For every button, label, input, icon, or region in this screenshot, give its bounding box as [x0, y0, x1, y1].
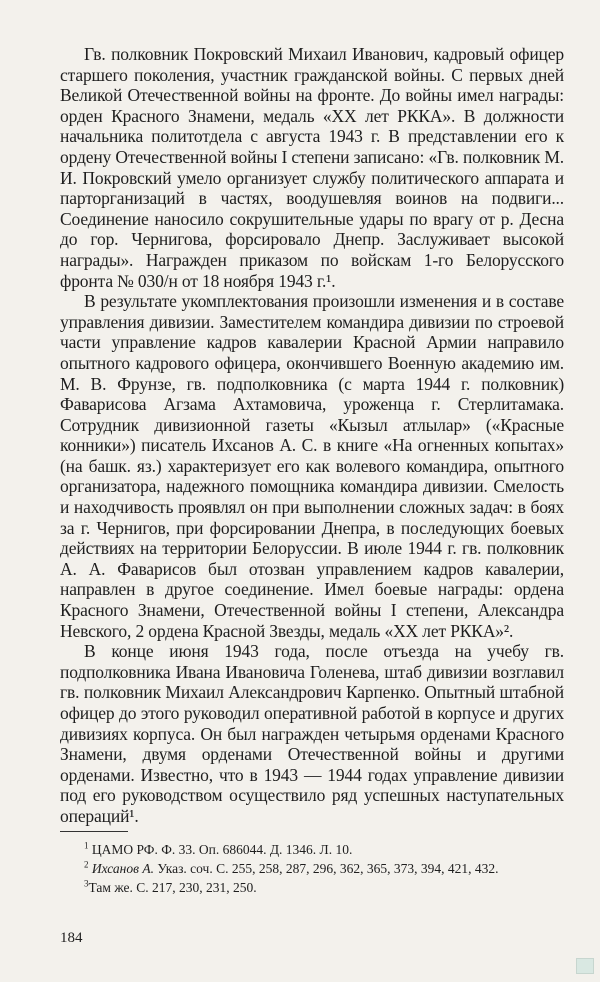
paragraph-favarisov: В результате укомплектования произошли изменения и в составе управления дивизии. Заместителем командира дивизии по строевой части управление кадров кавалерии Красной Армии направило опытного кадрового офицера, окончившего Военную академию им. М. В. Фрунзе, гв. подполковника (с марта 1944 г. полковник) Фаварисова Агзама Ахтамовича, уроженца г. Стерлитамака. Сотрудник дивизионной газеты «Кызыл атлылар» («Красные конники») писатель Ихсанов А. С. в книге «На огненных копытах» (на башк. яз.) характеризует его как волевого командира, опытного организатора, надежного помощника командира дивизии. Смелость и находчивость проявлял он при выполнении сложных задач: в боях за г. Чернигов, при форсировании Днепра, в последующих боевых действиях на территории Белоруссии. В июле 1944 г. гв. полковник А. А. Фаварисов был отозван управлением кадров кавалерии, направлен в другое соединение. Имел боевые награды: ордена Красного Знамени, Отечественной войны I степени, Александра Невского, 2 ордена Красной Звезды, медаль «XX лет РККА»². — [60, 291, 564, 641]
footnotes — [60, 840, 564, 897]
footnote-text: ЦАМО РФ. Ф. 33. Оп. 686044. Д. 1346. Л. 10. — [91, 842, 353, 857]
footnote-text: Указ. соч. С. 255, 258, 287, 296, 362, 365, 373, 394, 421, 432. — [157, 861, 499, 876]
footnote-text: Там же. С. 217, 230, 231, 250. — [88, 880, 257, 895]
footnote-3 — [60, 878, 564, 897]
footnote-mark: 3 — [84, 878, 89, 889]
footnote-author: Ихсанов А. — [91, 861, 154, 876]
footnote-divider — [60, 831, 128, 832]
corner-tab-decoration — [576, 958, 594, 974]
paragraph-karpenko: В конце июня 1943 года, после отъезда на учебу гв. подполковника Ивана Ивановича Голенева, штаб дивизии возглавил гв. полковник Михаил Александрович Карпенко. Опытный штабной офицер до этого руководил оперативной работой в корпусе и других дивизиях корпуса. Он был награжден четырьмя орденами Красного Знамени, двумя орденами Отечественной войны и другими орденами. Известно, что в 1943 — 1944 годах управление дивизии под его руководством осуществило ряд успешных наступательных операций¹. — [60, 641, 564, 826]
body-text — [60, 44, 564, 827]
footnote-mark: 2 — [84, 859, 89, 870]
page-number: 184 — [60, 930, 83, 946]
footnote-1 — [60, 840, 564, 859]
footnote-mark: 1 — [84, 840, 89, 851]
paragraph-pokrovsky: Гв. полковник Покровский Михаил Иванович, кадровый офицер старшего поколения, участник гражданской войны. С первых дней Великой Отечественной войны на фронте. До войны имел награды: орден Красного Знамени, медаль «XX лет РККА». В должности начальника политотдела с августа 1943 г. В представлении его к ордену Отечественной войны I степени записано: «Гв. полковник М. И. Покровский умело организует службу политического аппарата и парторганизаций в частях, воодушевляя воинов на подвиги... Соединение наносило сокрушительные удары по врагу от р. Десна до гор. Чернигова, форсировало Днепр. Заслуживает высокой награды». Награжден приказом по войскам 1-го Белорусского фронта № 030/н от 18 ноября 1943 г.¹. — [60, 44, 564, 291]
footnote-2 — [60, 859, 564, 878]
